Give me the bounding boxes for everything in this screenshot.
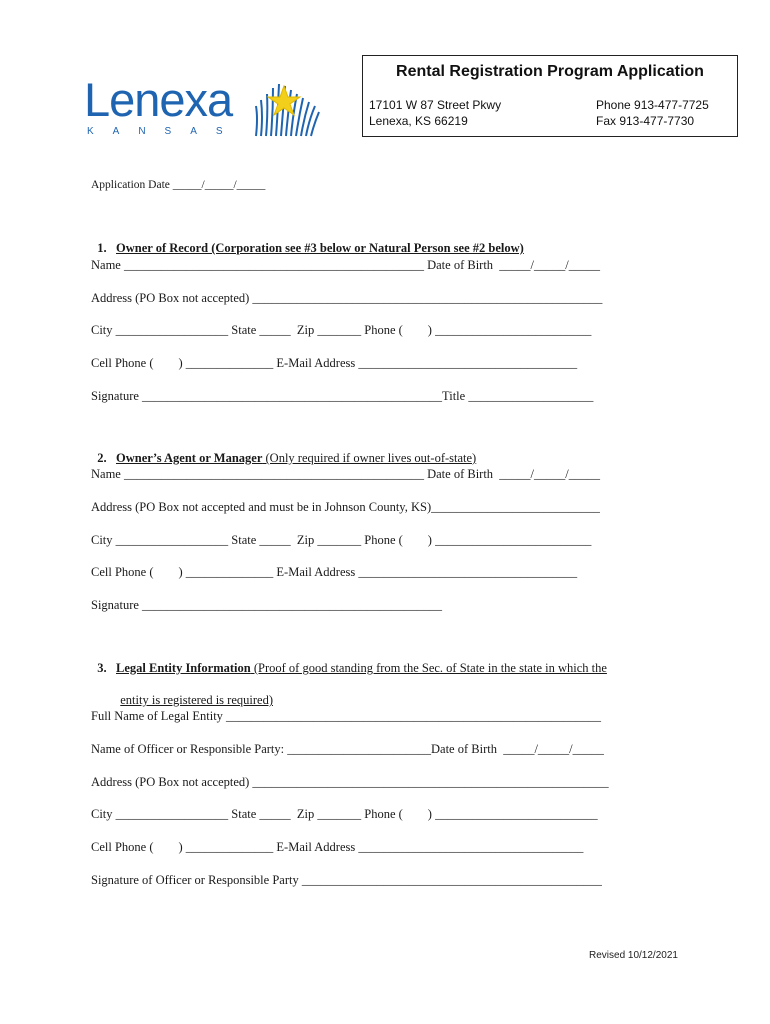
section-2-title: Owner’s Agent or Manager — [116, 451, 263, 465]
fax-number: Fax 913-477-7730 — [596, 114, 695, 128]
owner-signature-title-field[interactable]: Signature ________________________________________________Title ____________________ — [91, 389, 594, 403]
officer-signature-field[interactable]: Signature of Officer or Responsible Party ________________________________________________ — [91, 873, 602, 887]
section-2-number: 2. — [97, 451, 107, 465]
street-address: 17101 W 87 Street Pkwy — [369, 98, 502, 112]
section-3-note-continued — [114, 676, 273, 708]
owner-city-state-zip-phone-field[interactable]: City __________________ State _____ Zip _______ Phone ( ) _________________________ — [91, 323, 592, 337]
section-2-heading — [91, 434, 476, 466]
section-3-title: Legal Entity Information — [116, 661, 251, 675]
section-1-number: 1. — [97, 241, 107, 255]
section-1-title: Owner of Record (Corporation see #3 below or Natural Person see #2 below) — [116, 241, 524, 255]
officer-name-dob-field[interactable]: Name of Officer or Responsible Party: _______________________Date of Birth _____/_____/_____ — [91, 742, 604, 756]
agent-signature-field[interactable]: Signature ________________________________________________ — [91, 598, 443, 612]
star-grass-icon — [254, 78, 320, 138]
entity-city-state-zip-phone-field[interactable]: City __________________ State _____ Zip _______ Phone ( ) __________________________ — [91, 807, 598, 821]
section-3-note: (Proof of good standing from the Sec. of State in the state in which the — [250, 661, 607, 675]
owner-address-field[interactable]: Address (PO Box not accepted) ________________________________________________________ — [91, 291, 603, 305]
agent-name-dob-field[interactable]: Name ________________________________________________ Date of Birth _____/_____/_____ — [91, 467, 600, 481]
phone-number: Phone 913-477-7725 — [596, 98, 709, 112]
entity-address-field[interactable]: Address (PO Box not accepted) _________________________________________________________ — [91, 775, 609, 789]
entity-cell-email-field[interactable]: Cell Phone ( ) ______________ E-Mail Address ____________________________________ — [91, 840, 584, 854]
revision-date: Revised 10/12/2021 — [589, 950, 678, 961]
header-info-box — [362, 55, 738, 137]
agent-city-state-zip-phone-field[interactable]: City __________________ State _____ Zip _______ Phone ( ) _________________________ — [91, 533, 592, 547]
section-1-heading — [91, 224, 524, 256]
section-3-heading — [91, 644, 607, 676]
city-address: Lenexa, KS 66219 — [369, 114, 468, 128]
form-title: Rental Registration Program Application — [396, 63, 704, 80]
section-3-note-line-2: entity is registered is required) — [120, 693, 273, 707]
agent-cell-email-field[interactable]: Cell Phone ( ) ______________ E-Mail Address ___________________________________ — [91, 565, 578, 579]
application-date-field[interactable]: Application Date _____/_____/_____ — [91, 179, 266, 191]
owner-name-dob-field[interactable]: Name ________________________________________________ Date of Birth _____/_____/_____ — [91, 258, 600, 272]
logo-wordmark: Lenexa — [84, 73, 233, 126]
section-2-note: (Only required if owner lives out-of-state) — [262, 451, 477, 465]
section-3-number: 3. — [97, 661, 107, 675]
agent-address-field[interactable]: Address (PO Box not accepted and must be in Johnson County, KS)___________________________ — [91, 500, 600, 514]
entity-full-name-field[interactable]: Full Name of Legal Entity ____________________________________________________________ — [91, 709, 602, 723]
owner-cell-email-field[interactable]: Cell Phone ( ) ______________ E-Mail Address ___________________________________ — [91, 356, 578, 370]
lenexa-logo — [84, 73, 320, 142]
logo-subtitle: KANSAS — [87, 126, 242, 137]
